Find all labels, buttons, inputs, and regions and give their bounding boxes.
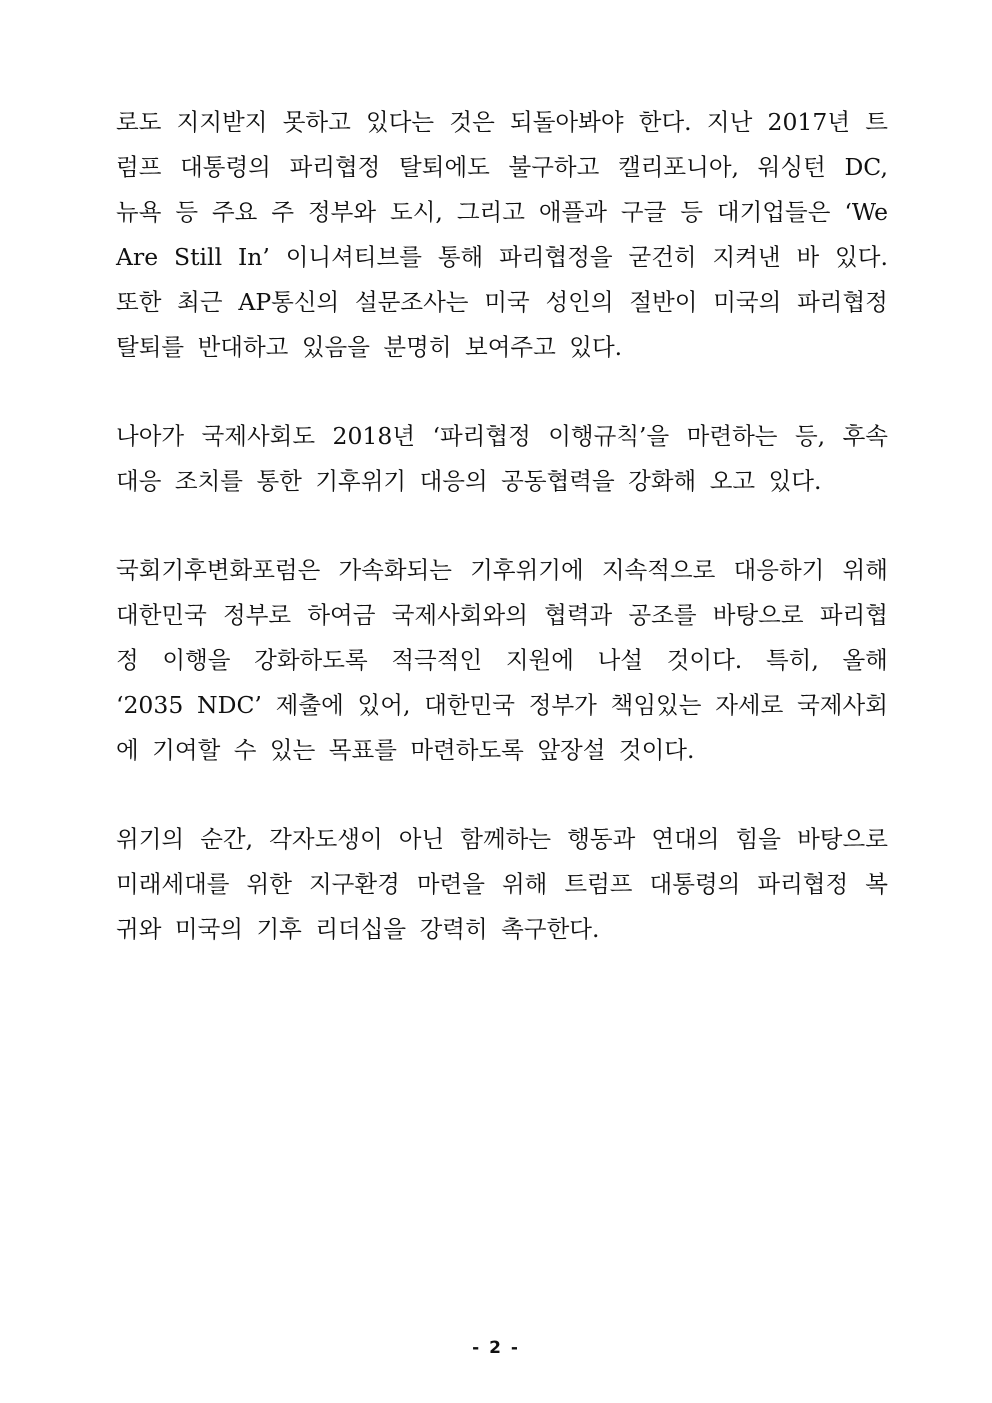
paragraph: [116, 817, 888, 952]
text-line: 또한 최근 AP통신의 설문조사는 미국 성인의 절반이 미국의 파리협정: [116, 288, 888, 316]
text-line: ‘2035 NDC’ 제출에 있어, 대한민국 정부가 책임있는 자세로 국제사회: [116, 691, 888, 719]
text-line: 대응 조치를 통한 기후위기 대응의 공동협력을 강화해 오고 있다.: [116, 467, 822, 495]
paragraph: [116, 414, 888, 504]
text-line: 탈퇴를 반대하고 있음을 분명히 보여주고 있다.: [116, 333, 623, 361]
text-line: 정 이행을 강화하도록 적극적인 지원에 나설 것이다. 특히, 올해: [116, 646, 888, 674]
page-number: - 2 -: [472, 1338, 520, 1358]
text-line: 국회기후변화포럼은 가속화되는 기후위기에 지속적으로 대응하기 위해: [116, 556, 888, 584]
text-line: 뉴욕 등 주요 주 정부와 도시, 그리고 애플과 구글 등 대기업들은 ‘We: [116, 198, 888, 226]
text-line: 나아가 국제사회도 2018년 ‘파리협정 이행규칙’을 마련하는 등, 후속: [116, 422, 888, 450]
text-line: 미래세대를 위한 지구환경 마련을 위해 트럼프 대통령의 파리협정 복: [116, 870, 888, 898]
paragraph: [116, 100, 888, 370]
text-line: 귀와 미국의 기후 리더십을 강력히 촉구한다.: [116, 915, 600, 943]
paragraph: [116, 548, 888, 773]
text-line: Are Still In’ 이니셔티브를 통해 파리협정을 굳건히 지켜낸 바 있다.: [116, 243, 888, 271]
text-line: 로도 지지받지 못하고 있다는 것은 되돌아봐야 한다. 지난 2017년 트: [116, 108, 888, 136]
text-line: 위기의 순간, 각자도생이 아닌 함께하는 행동과 연대의 힘을 바탕으로: [116, 825, 888, 853]
body-text: [116, 100, 888, 996]
text-line: 럼프 대통령의 파리협정 탈퇴에도 불구하고 캘리포니아, 워싱턴 DC,: [116, 153, 888, 181]
text-line: 대한민국 정부로 하여금 국제사회와의 협력과 공조를 바탕으로 파리협: [116, 601, 888, 629]
text-line: 에 기여할 수 있는 목표를 마련하도록 앞장설 것이다.: [116, 736, 695, 764]
